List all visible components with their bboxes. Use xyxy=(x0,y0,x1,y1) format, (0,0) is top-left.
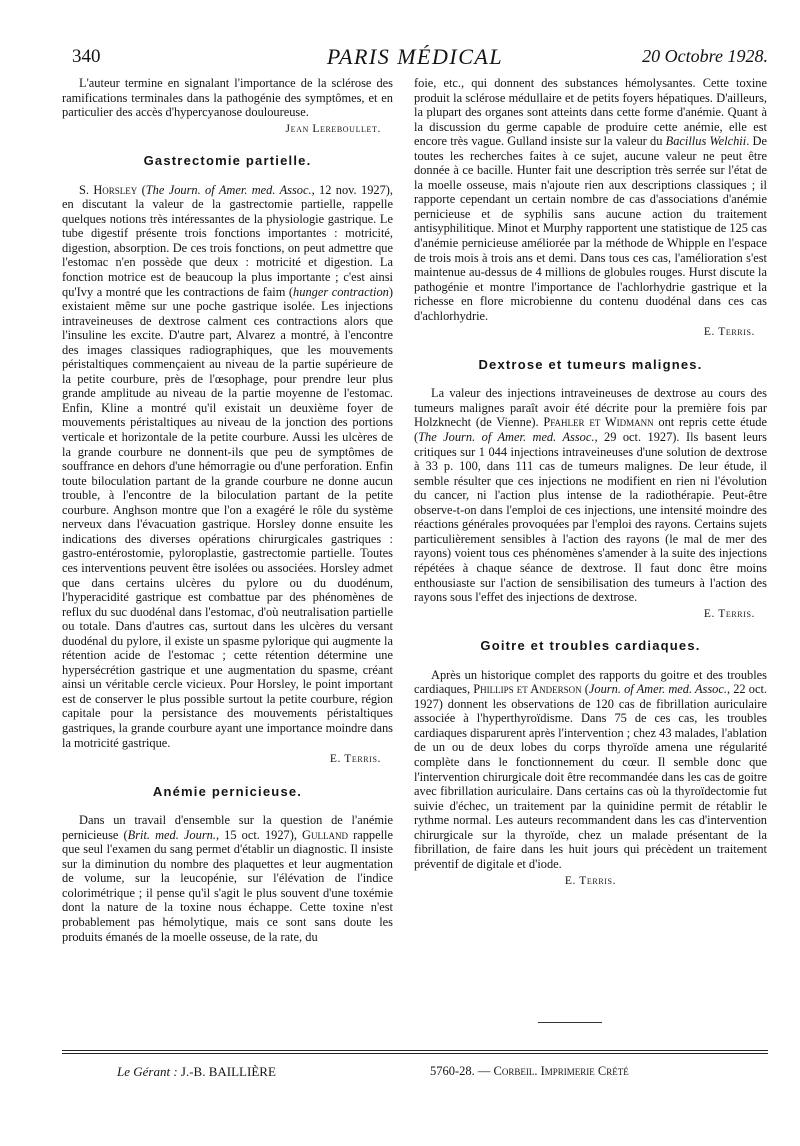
anemie-text-part1: Dans un travail d'ensemble sur la question de l'anémie pernicieuse ( xyxy=(62,813,393,842)
dextrose-text-part3: Ils basent leurs critiques sur 1 044 injections intraveineuses d'une solution de dextrose à 33 p. 100, dans 111 cas de tumeurs malignes. De leur étude, il semble résulter que ces injections ne modifient en rien ni l'évolution du cancer, ni l'action plus intense de la radiothérapie. Peut-être observe-t-on dans l'emploi de ces injections, une intensité moindre des réactions générales provoquées par l'emploi des rayons. Certains sujets particulièrement sensibles à l'action des rayons (le mal de mer des rayons) voient tous ces phénomènes s'amender à la suite des injections répétées à chaque séance de dextrose. Il faut donc être moins enthousiaste sur l'action de sensibilisation des tumeurs à l'action des rayons sous l'effet des injections de dextrose. xyxy=(414,430,768,605)
footer-rule-bottom xyxy=(62,1053,768,1054)
dextrose-citation-date: , 29 oct. 1927). xyxy=(594,430,686,445)
goitre-text-part1: Après un historique complet des rapports du goitre et des troubles cardiaques, xyxy=(414,667,767,697)
gastrectomie-citation-date: , 12 nov. 1927), xyxy=(311,182,393,197)
footer-rule-top xyxy=(62,1050,768,1051)
goitre-authors: Phillips et Anderson xyxy=(473,682,582,697)
goitre-citation-date: , 22 oct. 1927) xyxy=(414,682,767,711)
section-title-goitre: Goitre et troubles cardiaques. xyxy=(480,638,701,654)
dextrose-text-part2: ont repris cette étude ( xyxy=(414,415,767,445)
goitre-text-part2: ( xyxy=(581,682,589,697)
goitre-citation-journal: Journ. of Amer. med. Assoc. xyxy=(588,682,727,697)
dextrose-citation-journal: The Journ. of Amer. med. Assoc. xyxy=(418,430,595,445)
right-column xyxy=(414,76,767,889)
dextrose-authors: Pfahler et Widmann xyxy=(543,415,654,430)
dextrose-signature: E. Terris. xyxy=(703,607,755,620)
journal-title: PARIS MÉDICAL xyxy=(326,44,504,69)
anemie-signature: E. Terris. xyxy=(703,326,755,339)
anemie-author: Gulland xyxy=(302,827,348,842)
goitre-signature: E. Terris. xyxy=(564,875,617,888)
section-title-gastrectomie: Gastrectomie partielle. xyxy=(143,153,312,169)
anemie-text-part2: rappelle que seul l'examen du sang permet d'établir un diagnostic. Il insiste sur la diminution du nombre des plaquettes et leur augmentation de volume, sur la leucopénie, sur l'élévation de l'indice colorimétrique ; il pense qu'il s'agit le plus souvent d'une toxémie dont la nature de la toxine nous échappe. Cette toxine n'est probablement pas hémolytique, mais ce sont sans doute les produits émanés de la moelle osseuse, de la rate, du xyxy=(62,827,393,944)
gastrectomie-citation-journal: The Journ. of Amer. med. Assoc. xyxy=(145,182,312,197)
anemie-citation-date: , 15 oct. 1927), xyxy=(215,827,303,842)
left-column xyxy=(62,76,393,944)
dextrose-text-part1: La valeur des injections intraveineuses de dextrose au cours des tumeurs malignes paraît avoir été décrite pour la première fois par Holzknecht (de Vienne). xyxy=(414,386,767,430)
issue-date: 20 Octobre 1928. xyxy=(642,46,768,66)
anemie-text xyxy=(62,813,393,944)
anemie-continued-part1: foie, etc., qui donnent des substances hémolysantes. Cette toxine produit la sclérose médullaire et de petits foyers hépatiques. D'ailleurs, la plupart des organes sont atteints dans cette forme d'anémie. Quant à la discussion du germe capable de produire cette anémie, elle est encore très vague. Gulland insiste sur la valeur du xyxy=(414,76,767,149)
page-number: 340 xyxy=(72,46,101,67)
footer-printer: 5760-28. — Corbeil. Imprimerie Crété xyxy=(430,1064,629,1078)
intro-paragraph: L'auteur termine en signalant l'importance de la sclérose des ramifications terminales dans la pathogénie des symptômes, et en particulier des accès d'hypercyanose douloureuse. xyxy=(62,76,393,120)
section-title-anemie: Anémie pernicieuse. xyxy=(152,783,303,799)
anemie-continued-part2: . De toutes les recherches faites à ce sujet, aucune valeur ne peut être donnée à ce bacille. Hunter fait une description très serrée sur l'état de la moelle osseuse, mais n'ajoute rien aux descriptions classiques ; il rapporte cependant un certain nombre de cas d'associations d'anémie pernicieuse et de syphilis sans aucune action du traitement antisyphilitique. Minot et Murphy rapportent une statistique de 125 cas d'anémie pernicieuse améliorée par la méthode de Whipple en l'espace de trois mois à trois ans et demi. Dans tous ces cas, l'amélioration s'est maintenue au-dessus de 4 millions de globules rouges. Hurst discute la pathogénie et montre l'importance de l'achlorhydrie gastrique et la richesse en flore microbienne du contenu duodénal dans ces cas d'achlorhydrie. xyxy=(414,134,767,323)
anemie-bacillus: Bacillus Welchii xyxy=(665,134,747,149)
gerant-label: Le Gérant : xyxy=(117,1064,178,1079)
gastrectomie-text-part1: en discutant la valeur de la gastrectomie partielle, rappelle quelques notions très intéressantes de la physiologie gastrique. Le tube digestif présente trois fonctions importantes : motricité, digestion, absorption. De ces trois fonctions, on peut admettre que l'estomac n'en possède que deux : motricité et digestion. La fonction motrice est de beaucoup la plus importante ; c'est ainsi qu'Ivy a montré que les contractions de faim ( xyxy=(62,197,393,299)
gastrectomie-text: S. Horsley (The Journ. of Amer. med. Assoc., 12 nov. 1927), en discutant la valeur de la gastrectomie partielle, rappelle quelques notions très intéressantes de la physiologie gastrique. Le tube digestif présente trois fonctions importantes : motricité, digestion, absorption. De ces trois fonctions, on peut admettre que l'estomac n'en possède que deux : motricité et digestion. La fonction motrice est de beaucoup la plus importante ; c'est ainsi qu'Ivy a montré que les contractions de faim (hunger contraction) existaient même sur une poche gastrique isolée. Les injections intraveineuses de dextrose calment ces contractions alors que l'insuline les excite. D'autre part, Alvarez a montré, à l'encontre des images classiques radiographiques, que les mouvements péristaltiques commençaient au niveau de la partie supérieure de la petite courbure, près de l'œsophage, pour prendre leur plus grande amplitude au niveau de la partie moyenne de l'estomac. Enfin, Kline a montré qu'il existait un deuxième foyer de mouvements péristaltiques au niveau de la jonction des portions verticale et horizontale de la petite courbure. Aussi les ulcères de la grande courbure ne donnent-ils que peu de symptômes de souffrance en dehors d'une hémorragie ou d'une perforation. Enfin toute biloculation partant de la grande courbure ne donne aucun trouble, à l'encontre de la biloculation partant de la petite courbure. Anghson montre que l'on a exagéré le rôle du système nerveux dans l'évacuation gastrique. Horsley donne ensuite les indications des diverses opérations chirurgicales gastriques : gastro-entérostomie, pyloroplastie, gastrectomie partielle. Toutes ces interventions peuvent être isolées ou associées. Horsley admet que dans certains ulcères du pylore ou du duodénum, l'hyperacidité gastrique est combattue par des phénomènes de reflux du suc duodénal dans l'estomac, d'où neutralisation partielle ou totale. Dans d'autres cas, surtout dans les ulcères du versant duodénal du pylore, il existe un spasme pylorique qui augmente la rétention acide de l'estomac ; cette rétention détermine une hypersécrétion gastrique et une augmentation du spasme, créant ainsi un véritable cercle vicieux. Pour Horsley, le point important est de conserver le plus possible surtout la petite courbure, région capitale pour la persistance des mouvements péristaltiques gastriques, la grande courbure ayant une importance moindre dans la motricité gastrique. xyxy=(62,182,393,750)
section-title-dextrose: Dextrose et tumeurs malignes. xyxy=(478,356,703,372)
gerant-name: J.-B. BAILLIÈRE xyxy=(180,1064,276,1079)
anemie-continued-text xyxy=(414,76,767,323)
footer-gerant xyxy=(117,1064,276,1080)
dextrose-text xyxy=(414,386,767,604)
gastrectomie-text-part2: ) existaient même sur une poche gastrique isolée. Les injections intraveineuses de dextrose calment ces contractions alors que l'insuline les excite. D'autre part, Alvarez a montré, à l'encontre des images classiques radiographiques, que les mouvements péristaltiques commençaient au niveau de la partie supérieure de la petite courbure, près de l'œsophage, pour prendre leur plus grande amplitude au niveau de la partie moyenne de l'estomac. Enfin, Kline a montré qu'il existait un deuxième foyer de mouvements péristaltiques au niveau de la jonction des portions verticale et horizontale de la petite courbure. Aussi les ulcères de la grande courbure ne donnent-ils que peu de symptômes de souffrance en dehors d'une hémorragie ou d'une perforation. Enfin toute biloculation partant de la grande courbure ne donne aucun trouble, à l'encontre de la biloculation partant de la petite courbure. Anghson montre que l'on a exagéré le rôle du système nerveux dans l'évacuation gastrique. Horsley donne ensuite les indications des diverses opérations chirurgicales gastriques : gastro-entérostomie, pyloroplastie, gastrectomie partielle. Toutes ces interventions peuvent être isolées ou associées. Horsley admet que dans certains ulcères du pylore ou du duodénum, l'hyperacidité gastrique est combattue par des phénomènes de reflux du suc duodénal dans l'estomac, d'où neutralisation partielle ou totale. Dans d'autres cas, surtout dans les ulcères du versant duodénal du pylore, il existe un spasme pylorique qui augmente la rétention acide de l'estomac ; cette rétention détermine une hypersécrétion gastrique et une augmentation du spasme, créant ainsi un véritable cercle vicieux. Pour Horsley, le point important est de conserver le plus possible surtout la petite courbure, région capitale pour la persistance des mouvements péristaltiques gastriques, la grande courbure ayant une importance moindre dans la motricité gastrique. xyxy=(62,284,393,750)
end-of-article-rule xyxy=(538,1022,602,1023)
gastrectomie-text-italic: hunger contraction xyxy=(293,284,389,299)
goitre-text-part3: donnent les observations de 120 cas de fibrillation auriculaire associée à l'hyperthyroïdisme. Dans 75 de ces cas, les troubles cardiaques disparurent après l'intervention ; chez 43 malades, l'ablation de un ou de deux lobes du corps thyroïde amena une régularité complète dans le fonctionnement du cœur. Il semble donc que l'intervention chirurgicale doit être recommandée dans les cas de goitre avec fibrillation auriculaire. Dans certains cas où la thyroïdectomie fut suivie d'échec, un traitement par la quinidine permit de rétablir le rythme normal. Les auteurs recommandent dans les cas d'intervention chirurgicale sur la thyroïde, chez un malade présentant de la fibrillation, de faire dans les huit jours qui précèdent un traitement préventif de digitale et d'iode. xyxy=(414,696,767,871)
page-header xyxy=(62,44,768,72)
anemie-citation-journal: Brit. med. Journ. xyxy=(127,827,216,842)
intro-signature: Jean Lereboullet. xyxy=(285,122,381,135)
goitre-text xyxy=(414,668,767,872)
gastrectomie-signature: E. Terris. xyxy=(329,753,381,766)
gastrectomie-author: S. Horsley xyxy=(79,182,138,197)
